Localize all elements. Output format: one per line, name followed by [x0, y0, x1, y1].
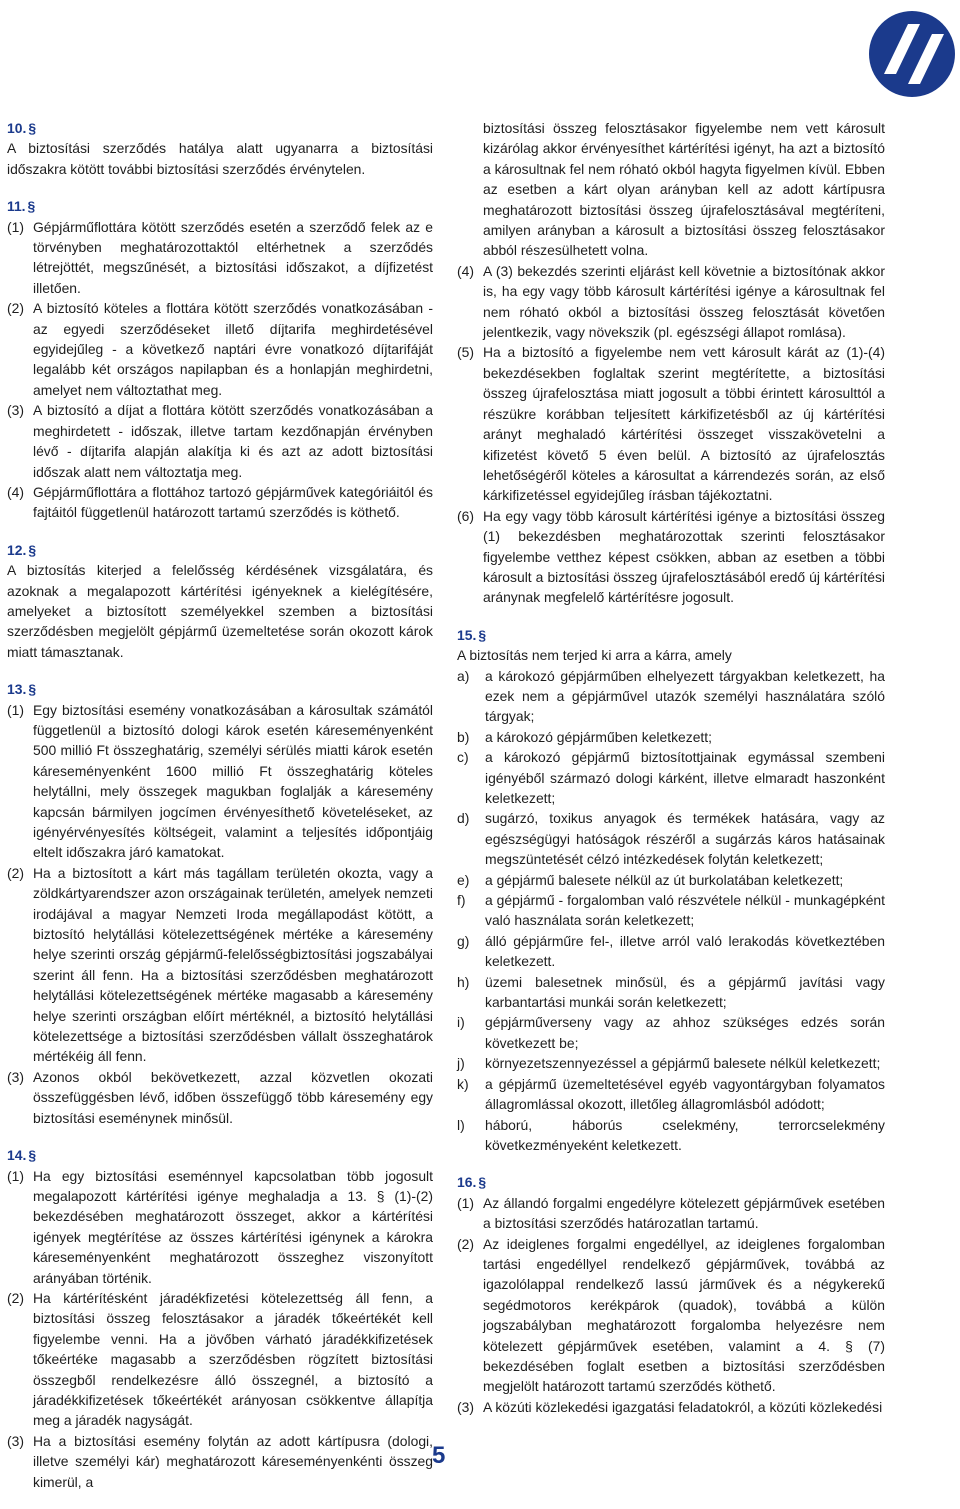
paragraph-item — [7, 1288, 433, 1431]
item-number — [457, 118, 483, 261]
item-text: a károkozó gépjármű biztosítottjainak egymással szembeni igényéből származó dologi kárként, illetve elmaradt haszonként keletkezett; — [485, 749, 885, 806]
paragraph-item — [457, 342, 885, 505]
item-number: j) — [457, 1055, 465, 1072]
item-number: b) — [457, 728, 470, 745]
item-text: a károkozó gépjárműben keletkezett; — [485, 728, 713, 745]
item-number: a) — [457, 667, 470, 684]
item-text: álló gépjárműre fel-, illetve arról való lerakodás következtében keletkezett. — [485, 932, 885, 970]
section-title — [457, 625, 885, 645]
left-column — [7, 118, 433, 1509]
paragraph-item — [457, 808, 885, 869]
item-number: (6) — [457, 507, 474, 524]
item-number: (3) — [7, 1068, 24, 1085]
paragraph-item — [457, 1053, 885, 1073]
paragraph-item — [457, 890, 885, 931]
item-text: A (3) bekezdés szerinti eljárást kell követnie a biztosítónak akkor is, ha egy vagy több károsult kártérítési igénye a károsultnak fel nem róható okból a biztosítási összeg felosztását követően jelentkezik, vagy növekszik (pl. egészségi állapot romlása). — [483, 262, 885, 341]
item-text: A közúti közlekedési igazgatási feladatokról, a közúti közlekedési — [483, 1398, 883, 1415]
item-number: g) — [457, 932, 470, 949]
section — [457, 118, 885, 608]
item-number: (1) — [7, 701, 24, 718]
section — [7, 118, 433, 179]
item-number: l) — [457, 1116, 465, 1133]
item-text: Ha a biztosítási esemény folytán az adott kártípusra (dologi, illetve személyi kár) meghatározott káreseményenkénti összeg kimerül, a — [33, 1432, 433, 1490]
item-number: i) — [457, 1014, 465, 1031]
item-number: (4) — [7, 483, 24, 500]
section-title — [7, 1145, 433, 1165]
paragraph-item — [457, 666, 885, 727]
item-number: h) — [457, 973, 470, 990]
section-title — [7, 196, 433, 216]
item-number: (2) — [7, 1289, 24, 1306]
item-text: a gépjármű balesete nélkül az út burkolatában keletkezett; — [485, 871, 844, 888]
section — [7, 679, 433, 1128]
paragraph-item — [457, 1115, 885, 1156]
item-number: k) — [457, 1075, 469, 1092]
section-sign: § — [28, 541, 37, 558]
item-text: Ha egy biztosítási eseménnyel kapcsolatban több jogosult megalapozott kártérítési igénye meghaladja a 13. § (1)-(2) bekezdésében meghatározott összeget, akkor a kártérítési igények megtérítése az összes kártérítési igénynek a károkra káreseményenként meghatározott összeghez viszonyított arányában történik. — [33, 1167, 433, 1286]
item-number: (1) — [7, 1167, 24, 1184]
section-title — [7, 118, 433, 138]
paragraph-item — [457, 727, 885, 747]
item-number: (2) — [457, 1235, 474, 1252]
item-number: (1) — [7, 218, 24, 235]
item-text: környezetszennyezéssel a gépjármű balesete nélkül keletkezett; — [485, 1055, 881, 1072]
item-text: Ha a biztosított a kárt más tagállam területén okozta, vagy a zöldkártyarendszer azon országainak területén, amelyek nemzeti irodájával a magyar Nemzeti Iroda megállapodást kötött, a biztosító helytállási kötelezettségének mértéke a káresemény helye szerinti ország gépjármű-felelősségbiztosítási jogszabályai szerint áll fenn. Ha a biztosítási szerződésben meghatározott helytállási kötelezettségének mértéke magasabb a káresemény helye szerinti országban előírt mértéknél, a biztosító helytállási kötelezettsége a biztosítási szerződésben vállalt összeghatárok mértékéig áll fenn. — [33, 864, 433, 1065]
item-number: (4) — [457, 262, 474, 279]
brand-logo — [868, 10, 956, 98]
item-text: Egy biztosítási esemény vonatkozásában a károsultak számától függetlenül a biztosító dologi károk esetén káreseményenként 500 millió Ft összeghatárig, személyi sérülés miatti károk esetén káreseményenként 1600 millió Ft összeghatárig köteles helytállni, mely összegek magukban foglalják a káresemény kapcsán bármilyen jogcímen érvényesíthető követeléseket, az igényérvényesítés költségeit, valamint a teljesítés időpontjáig eltelt időszakra járó kamatokat. — [33, 701, 433, 861]
item-number: (3) — [457, 1398, 474, 1415]
item-text: a károkozó gépjárműben elhelyezett tárgyakban keletkezett, ha ezek nem a gépjárművel utazók személyi használatára szóló tárgyak; — [485, 667, 885, 725]
section-number: 14. — [7, 1147, 27, 1164]
item-text: Ha kártérítésként járadékfizetési kötelezettség áll fenn, a biztosítási összeg felosztásakor a járadék tőkeértékét kell figyelembe venni. Ha a jövőben várható járadékkifizetések tőkeértéke magasabb a szerződésben rögzített biztosítási összegből rendelkezésre álló összegnél, a biztosító a járadékkifizetések tőkeértékét arányosan csökkentve állapítja meg a járadék nagyságát. — [33, 1289, 433, 1429]
paragraph-item — [457, 747, 885, 808]
paragraph-item — [7, 700, 433, 863]
paragraph-item — [7, 298, 433, 400]
item-number: (2) — [7, 300, 24, 317]
paragraph-item — [7, 863, 433, 1067]
section-title — [7, 679, 433, 699]
paragraph-item — [457, 118, 885, 261]
section-intro: A biztosítás nem terjed ki arra a kárra, amely — [457, 647, 732, 664]
section-number: 16. — [457, 1174, 477, 1191]
paragraph-item — [457, 261, 885, 343]
item-number: e) — [457, 871, 470, 888]
item-text: biztosítási összeg felosztásakor figyelembe nem vett károsult kizárólag akkor érvényesíthet kártérítési igényt, ha azt a biztosító a károsultnak fel nem róható okból hagyta figyelmen kívül. Ebben az esetben a kárt olyan arányban kell az adott kártípusra meghatározott biztosítási összeg újrafelosztásával megtéríteni, amilyen arányban a károsult a biztosítási összeg felosztásakor abból részesülhetett volna. — [483, 120, 885, 259]
section — [7, 196, 433, 523]
paragraph-item — [457, 1234, 885, 1397]
section — [457, 1172, 885, 1417]
paragraph-item — [457, 870, 885, 890]
item-text: gépjárműverseny vagy az ahhoz szükséges edzés során következett be; — [485, 1014, 885, 1051]
paragraph-item — [7, 1431, 433, 1492]
item-text: Gépjárműflottára kötött szerződés esetén a szerződő felek az e törvényben meghatározottaktól eltérhetnek a szerződés létrejöttét, megszűnését, a biztosítási időszakot, a díjfizetést illetően. — [33, 218, 433, 296]
item-text: háború, háborús cselekmény, terrorcselekmény következményeként keletkezett. — [485, 1116, 885, 1153]
item-text: Az állandó forgalmi engedélyre kötelezett gépjárművek esetében a biztosítási szerződés határozatlan tartamú. — [483, 1194, 885, 1232]
section-number: 10. — [7, 120, 27, 136]
page-number: 5 — [432, 1442, 446, 1469]
item-number: (2) — [7, 864, 24, 881]
item-text: Ha egy vagy több károsult kártérítési igénye a biztosítási összeg (1) bekezdésben meghatározottak szerinti felosztásakor figyelembe vetthez képest csökken, abban az esetben a többi károsult a biztosítási összeg újrafelosztásából eredő új kártérítési aránynak megfelelő kártérítésre jogosult. — [483, 507, 885, 606]
section — [457, 625, 885, 1156]
paragraph-item — [7, 1067, 433, 1128]
paragraph-item — [457, 506, 885, 608]
section-sign: § — [28, 120, 37, 136]
paragraph-item — [457, 1012, 885, 1053]
section-number: 11. — [7, 198, 26, 215]
item-number: (3) — [7, 402, 24, 419]
paragraph-item — [457, 972, 885, 1013]
item-text: Gépjárműflottára a flottához tartozó gépjárművek kategóriáitól és fajtáitól függetlenül határozott tartamú szerződés is köthető. — [33, 483, 433, 521]
item-number: c) — [457, 749, 469, 766]
item-text: üzemi balesetnek minősül, és a gépjármű javítási vagy karbantartási munkái során keletkezett; — [485, 973, 885, 1011]
section-title — [457, 1172, 885, 1192]
item-text: a gépjármű - forgalomban való részvétele nélkül - munkagépként való használata során keletkezett; — [485, 892, 885, 929]
section-sign: § — [28, 1147, 37, 1164]
section-number: 13. — [7, 681, 27, 698]
item-text: Az ideiglenes forgalmi engedéllyel, az ideiglenes forgalomban tartási engedéllyel rendelkező gépjárművek, továbbá az igazolólappal rendelkező lassú járművek és a négykerekű segédmotoros kerékpárok (quadok), továbbá a külön jogszabályban meghatározott forgalomba helyezésre nem kötelezett gépjárművek esetében, valamint a 4. § (7) bekezdésében foglalt esetben a biztosítási szerződésben megjelölt határozott tartamú szerződés köthető. — [483, 1235, 885, 1395]
item-text: sugárzó, toxikus anyagok és termékek hatására, vagy az egészségügyi hatóságok részéről a sugárzás káros hatásainak megszüntetését célzó intézkedések folytán keletkezett; — [485, 810, 885, 868]
paragraph-item — [7, 482, 433, 523]
paragraph-item — [457, 1074, 885, 1115]
section-number: 12. — [7, 541, 27, 558]
item-number: f) — [457, 892, 466, 909]
item-number: (3) — [7, 1432, 24, 1449]
paragraph-item — [457, 931, 885, 972]
section-intro: A biztosítás kiterjed a felelősség kérdésének vizsgálatára, és azoknak a megalapozott kártérítési igényeknek a kielégítésére, amelyeket a biztosított személyekkel szemben a biztosítási szerződésben megjelölt gépjármű üzemeltetése során okozott károk miatt támasztanak. — [7, 562, 433, 660]
section-sign: § — [478, 626, 487, 643]
paragraph-item — [7, 1166, 433, 1288]
item-number: d) — [457, 810, 470, 827]
item-number: (1) — [457, 1194, 474, 1211]
section — [7, 540, 433, 662]
item-text: A biztosító köteles a flottára kötött szerződés vonatkozásában - az egyedi szerződéseket illető díjtarifa meghirdetésével egyidejűleg - a következő naptári évre vonatkozó díjtarifáját legalább két országos napilapban és a honlapján meghirdetni, amelyet nem változtathat meg. — [33, 300, 433, 398]
section-sign: § — [27, 198, 36, 215]
section-sign: § — [28, 681, 37, 698]
section-number: 15. — [457, 626, 477, 643]
item-text: A biztosító a díjat a flottára kötött szerződés vonatkozásában a meghirdetett - időszak, illetve tartam kezdőnapján érvényben lévő - díjtarifa alapján alakítja ki és azt az adott biztosítási időszak alatt nem változtatja meg. — [33, 402, 433, 480]
section — [7, 1145, 433, 1492]
right-column — [457, 118, 885, 1434]
paragraph-item — [457, 1193, 885, 1234]
item-number: (5) — [457, 344, 474, 361]
item-text: Azonos okból bekövetkezett, azzal közvetlen okozati összefüggésben lévő, időben összefüggő több káresemény egy biztosítási eseménynek minősül. — [33, 1068, 433, 1126]
paragraph-item — [7, 217, 433, 299]
paragraph-item — [457, 1397, 885, 1417]
item-text: a gépjármű üzemeltetésével egyéb vagyontárgyban folyamatos állagromlással okozott, illetőleg állagromlásból adódott; — [485, 1075, 885, 1113]
paragraph-item — [7, 400, 433, 482]
section-intro: A biztosítási szerződés hatálya alatt ugyanarra a biztosítási időszakra kötött további biztosítási szerződés érvénytelen. — [7, 140, 433, 177]
item-text: Ha a biztosító a figyelembe nem vett károsult kárát az (1)-(4) bekezdésekben foglaltak szerint megtérítette, a biztosítási összeg újrafelosztása miatt jogosult a többi érintett károsulttól a részükre korábban teljesített kárkifizetésből az új kártérítési arányt meghaladó kártérítési összeget visszakövetelni a kifizetést követő 5 éven belül. A biztosító az újrafelosztás lehetőségéről köteles a károsultat a kárrendezés során, az első kárkifizetéssel egyidejűleg írásban tájékoztatni. — [483, 344, 885, 504]
section-sign: § — [478, 1174, 487, 1191]
section-title — [7, 540, 433, 560]
